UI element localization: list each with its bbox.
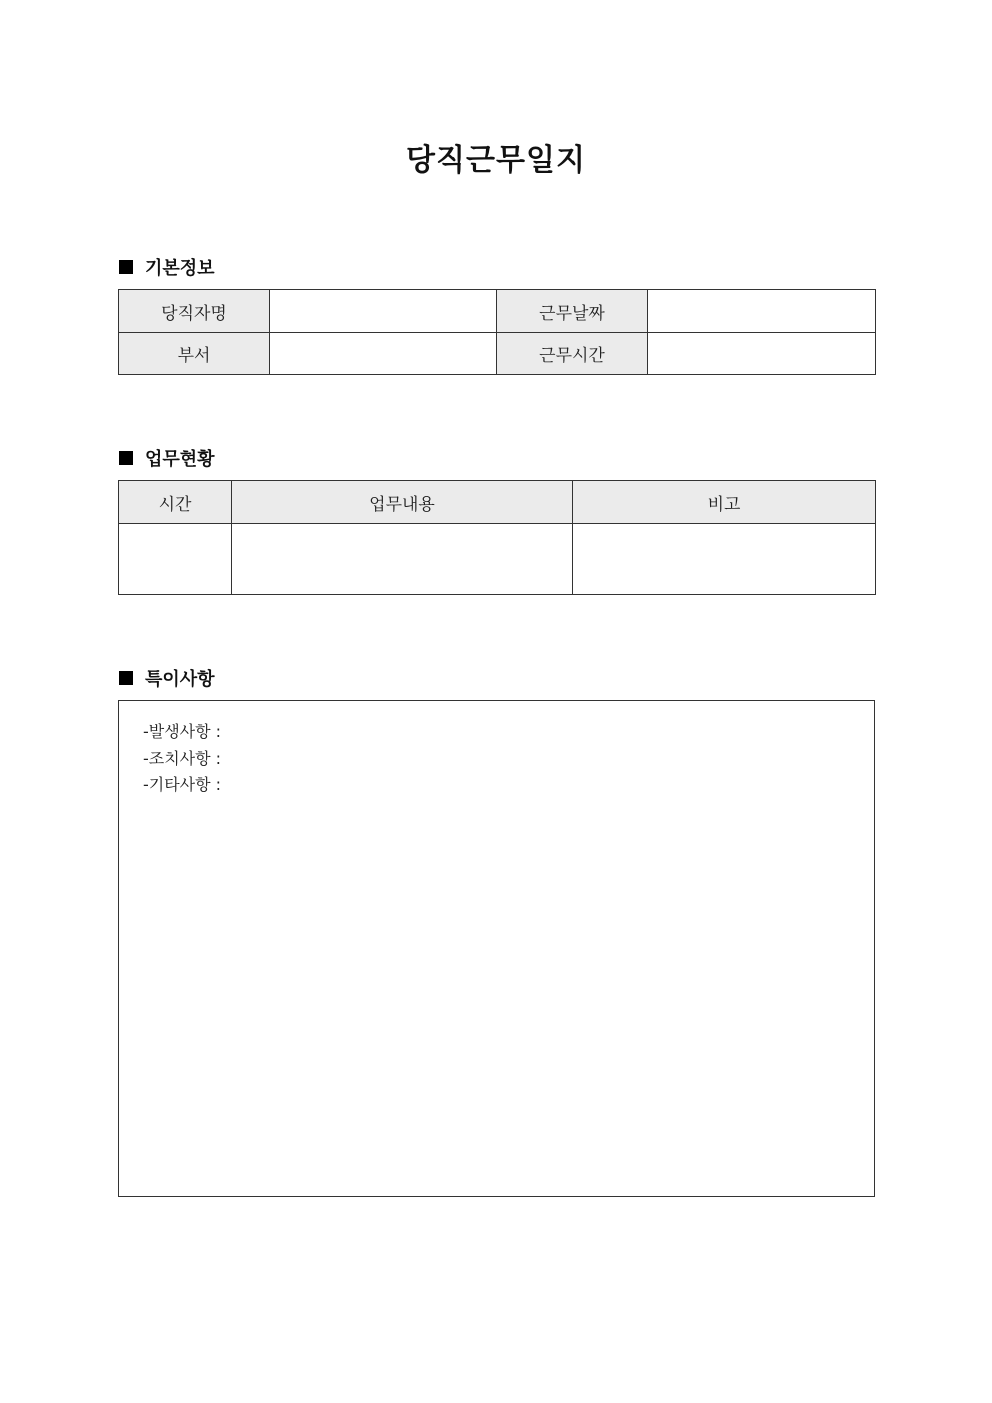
special-notes-box[interactable]	[118, 700, 875, 1197]
basic-info-table	[118, 289, 876, 375]
section-heading-label: 업무현황	[145, 449, 215, 470]
square-bullet-icon	[119, 451, 133, 465]
department-field[interactable]	[270, 333, 497, 375]
label-duty-person-name: 당직자명	[119, 290, 270, 333]
remarks-cell[interactable]	[573, 524, 876, 595]
time-cell[interactable]	[119, 524, 232, 595]
square-bullet-icon	[119, 260, 133, 274]
column-header-time: 시간	[119, 481, 232, 524]
label-department: 부서	[119, 333, 270, 375]
list-item-other: -기타사항 :	[143, 775, 222, 794]
special-notes-list	[119, 701, 874, 799]
section-heading-label: 특이사항	[145, 669, 215, 690]
work-status-table	[118, 480, 876, 595]
section-heading-work-status	[119, 445, 215, 471]
work-hours-field[interactable]	[648, 333, 876, 375]
column-header-remarks: 비고	[573, 481, 876, 524]
work-date-field[interactable]	[648, 290, 876, 333]
list-item-action-taken: -조치사항 :	[143, 748, 222, 768]
duty-person-name-field[interactable]	[270, 290, 497, 333]
square-bullet-icon	[119, 671, 133, 685]
page-title: 당직근무일지	[406, 143, 586, 178]
list-item-occurrence: -발생사항 :	[143, 722, 222, 741]
section-heading-basic-info	[119, 254, 215, 280]
label-work-date: 근무날짜	[497, 290, 648, 333]
section-heading-label: 기본정보	[145, 258, 215, 279]
section-heading-special-notes	[119, 665, 215, 691]
label-work-hours: 근무시간	[497, 333, 648, 375]
column-header-work-content: 업무내용	[232, 481, 573, 524]
table-row	[119, 290, 876, 333]
table-row	[119, 524, 876, 595]
work-content-cell[interactable]	[232, 524, 573, 595]
table-header-row	[119, 481, 876, 524]
table-row	[119, 333, 876, 375]
